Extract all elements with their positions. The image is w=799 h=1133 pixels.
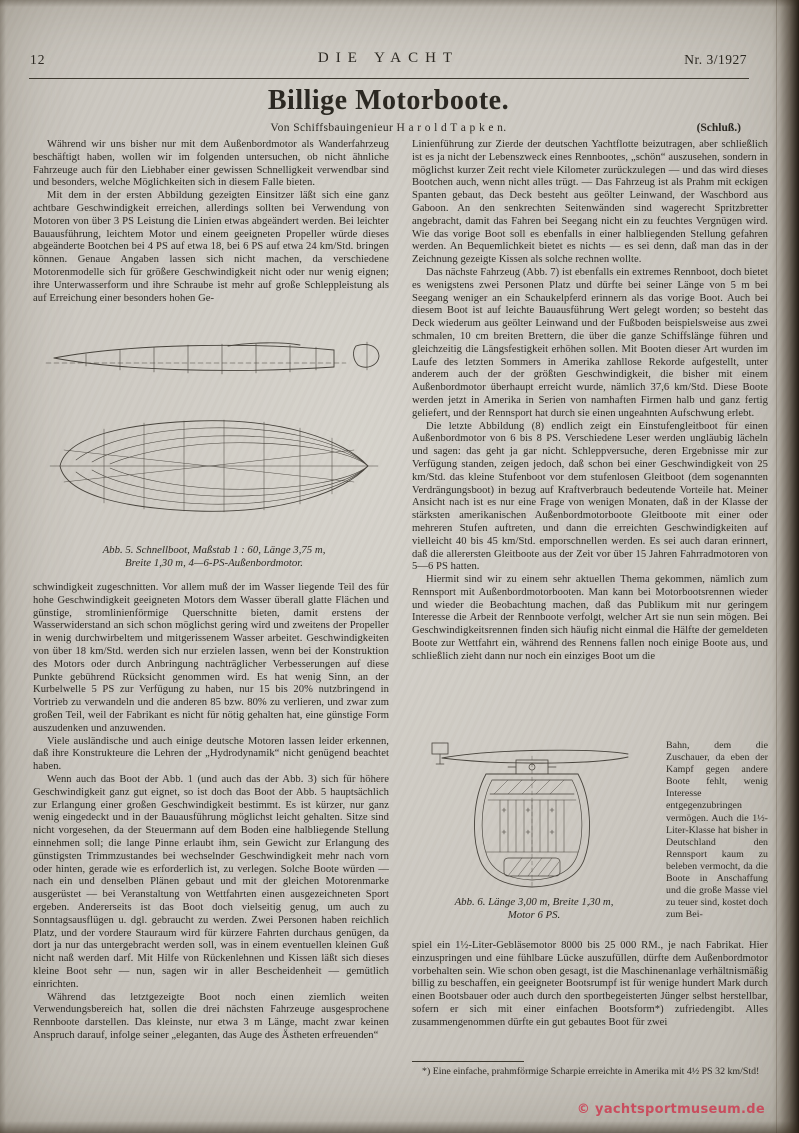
footnote-rule bbox=[412, 1061, 524, 1062]
page-edge-shadow-top bbox=[0, 0, 799, 7]
figure-abb6 bbox=[412, 740, 656, 938]
page-edge-shadow-left bbox=[0, 0, 6, 1133]
journal-title: DIE YACHT bbox=[317, 50, 460, 66]
body-paragraph: Mit dem in der ersten Abbildung gezeigten Einsitzer läßt sich eine ganz achtbare Geschwindigkeit erreichen, allerdings sollten bei Verwendung von Motoren von über 3 PS Leistung die Linien etwas abgeändert werden. Bei leichter Bauausführung, leichtem Motor und einem geeigneten Propeller würde dieses abgeänderte Bootchen bei 4 PS auf etwa 18, bei 6 PS auf etwa 24 km/Std. bringen können. Genaue Angaben lassen sich nicht machen, da verschiedene Motorenmodelle sich für größere Geschwindigkeit nicht oder nur wenig eignen; ihre Unterwasserform und ihre Schraube ist mehr auf große Schleppleistung als auf Erreichung einer besonders hohen Ge- bbox=[33, 190, 389, 304]
body-paragraph: Wenn auch das Boot der Abb. 1 (und auch das der Abb. 3) sich für höhere Geschwindigkeit ganz gut eignet, so ist doch das Boot der Abb. 5 hauptsächlich zur Erlangung einer großen Geschwindigkeit bestimmt. Es ist kürzer, nur ganz wenig eingedeckt und in der Bauausführung möglichst leicht gehalten. Sitze sind nicht vorgesehen, da der Steuermann auf dem Boden eine halbliegende Stellung einnehmen soll; die lange Pinne erlaubt ihm, sein Gewicht zur Erlangung des günstigsten Trimmzustandes bei wechselnder Geschwindigkeit mehr nach vorn oder hinten, gerade wie es erforderlich ist, zu verlegen. Solche Boote würden — nach ein und denselben Plänen gebaut und mit der gleichen Motorenmarke ausgerüstet — bei Veranstaltung von Wettfahrten einen ausgezeichneten Sport ergeben. Andererseits ist das Boot doch vielseitig genug, um auch zu Sonntagsausflügen u. dgl. gebraucht zu werden. Zwei Personen haben reichlich Platz, und der vordere Stauraum wird für kürzere Fahrten durchaus genügen, da dort ja nur das untergebracht werden soll, was in einem eventuellen kleinen Guß nicht naß werden darf. Mit Hilfe von Rückenlehnen und Kissen läßt sich dieses kleine Boot sehr — nun, sagen wir in aller Bescheidenheit — gemütlich einrichten. bbox=[33, 773, 389, 990]
page-header bbox=[30, 50, 747, 70]
figure-caption-line: Motor 6 PS. bbox=[507, 909, 561, 921]
punt-boat-plan-drawing bbox=[412, 740, 648, 892]
right-column-top bbox=[412, 139, 768, 737]
body-paragraph: Viele ausländische und auch einige deutsche Motoren lassen leider erkennen, daß ihre Konstrukteure die Lehren der „Hydrodynamik“ nicht genügend beachtet haben. bbox=[33, 735, 389, 773]
figure-side-text-column bbox=[666, 740, 768, 938]
right-column-bottom bbox=[412, 940, 768, 1056]
figure-caption-line: Breite 1,30 m, 4—6-PS-Außenbordmotor. bbox=[125, 557, 303, 569]
page-edge-shadow-bottom bbox=[0, 1121, 799, 1133]
page-edge-shadow-right bbox=[772, 0, 799, 1133]
left-column-bottom bbox=[33, 582, 389, 1098]
figure-caption-line: Abb. 6. Länge 3,00 m, Breite 1,30 m, bbox=[454, 896, 614, 908]
article-part-note: (Schluß.) bbox=[696, 122, 741, 134]
article-title: Billige Motorboote. bbox=[267, 85, 510, 116]
figure-abb6-caption bbox=[412, 896, 656, 922]
body-paragraph: Die letzte Abbildung (8) endlich zeigt ein Einstufengleitboot für einen Außenbordmotor von 6 bis 8 PS. Verschiedene Leser werden ungläubig lächeln und sagen: das geht ja gar nicht. Schleppversuche, deren Ergebnisse mir zur Verfügung standen, zeigen jedoch, daß schon bei einer Geschwindigkeit von 25 km/Std. das kleine Stufenboot vor dem stufenlosen Gleitboot (dem sogenannten Verdrängungsboot) in bezug auf Kraftverbrauch bedeutende Vorteile hat. Meiner Ansicht nach ist es nur eine Frage von wenigen Monaten, daß in der Klasse der stärksten amerikanischen Außenbordmotorboote Gleitboote mit einer oder mehreren Stufen auftreten, und dann die erreichten Geschwindigkeiten auf vielleicht 40 bis 45 km/Std. emporschnellen werden. Es sei auch daran erinnert, daß die allerersten Gleitboote aus der Zeit vor über 15 Jahren Fahrradmotoren von 5—6 PS hatten. bbox=[412, 420, 768, 573]
header-rule bbox=[29, 78, 749, 79]
article-byline: Von Schiffsbauingenieur H a r o l d T a p k e n. bbox=[270, 122, 507, 134]
figure-abb5-caption bbox=[38, 544, 390, 570]
page-number: 12 bbox=[30, 52, 46, 67]
body-paragraph: Bahn, dem die Zuschauer, da eben der Kampf gegen andere Boote fehlt, wenig Interesse entgegenzubringen vermögen. Auch die 1½-Liter-Klasse hat bisher in Deutschland den Rennsport kaum zu beleben vermocht, da die Boote in Anschaffung und die große Masse viel zu teuer sind, kostet doch zum Bei- bbox=[666, 740, 768, 921]
left-column-top bbox=[33, 139, 389, 331]
body-paragraph: spiel ein 1½-Liter-Gebläsemotor 8000 bis 25 000 RM., je nach Fabrikat. Hier einzuspringen und eine fühlbare Lücke auszufüllen, dürfte dem Außenbordmotor vorbehalten sein. Wie schon oben gesagt, ist die Maschinenanlage verhältnismäßig billig zu beschaffen, ein geeigneter Bootsrumpf ist für wenige hundert Mark durch einen Bootsbauer oder auch durch den sportbegeisterten Jünger selbst herstellbar, sofern er sich mit einer einfachen Bootsform*) zufriedengibt. Alles zusammengenommen dürfte ein gut gebautes Boot für zwei bbox=[412, 940, 768, 1028]
body-paragraph: Linienführung zur Zierde der deutschen Yachtflotte beizutragen, aber schließlich ist es ja nicht der Lebenszweck eines Rennbootes, „schön“ auszusehen, sondern in möglichst kurzer Zeit recht viele Kilometer zurückzulegen — und das wird dieses Bootchen auch, wenn nicht alles trügt. — Das Fahrzeug ist als Prahm mit eckigen Spanten gebaut, das Deck besteht aus geölter Leinwand, der Waschbord aus Gaboon. An den senkrechten Seitenwänden sind wagerecht Spritzbretter angebracht, damit das Fahren bei Seegang nicht ein zu feuchtes Vergnügen wird. Wie das vorige Boot soll es ebenfalls in einer halbliegenden Stellung gefahren werden. An Bequemlichkeit bietet es nichts — es sei denn, daß man das in der Zeichnung gezeigte Kissen als solche rechnen wollte. bbox=[412, 139, 768, 266]
body-paragraph: Das nächste Fahrzeug (Abb. 7) ist ebenfalls ein extremes Rennboot, doch bietet es wenigstens zwei Personen Platz und dürfte bei seiner Länge von 5 m bei Seegang weniger an ein Schaukelpferd erinnern als das vorige Boot. Auch bei diesem Boot ist auf leichte Bauausführung Wert gelegt worden; so besteht das Deck wiederum aus geölter Leinwand und der Fußboden beispielsweise aus zwei schmalen, 10 cm breiten Brettern, die über die ganze Schiffslänge führen und gleichzeitig die Längsfestigkeit erhöhen sollen. Mit Booten dieser Art wurden im Laufe des letzten Sommers in Amerika zahllose Rekorde aufgestellt, unter anderem auch der der größten Geschwindigkeit, die bisher mit einem Außenbordmotor überhaupt erreicht wurde, nämlich 37,6 km/Std. Diese Boote werden jetzt in Amerika in Serien von namhaften Firmen halb und ganz fertig geliefert, und der Rennsport hat durch sie einen ungeahnten Aufschwung erlebt. bbox=[412, 266, 768, 419]
byline-row bbox=[30, 122, 747, 136]
right-column-figure-row bbox=[412, 740, 768, 938]
speedboat-lines-drawing bbox=[38, 330, 388, 540]
body-paragraph: Während das letztgezeigte Boot noch einen ziemlich weiten Verwendungsbereich hat, sollen die drei nächsten Fahrzeuge ausgesprochene Rennboote darstellen. Das kleinste, nur etwa 3 m Länge, macht zwar keinen Anspruch darauf, infolge seiner „eleganten, das Auge des Ästheten erfreuenden“ bbox=[33, 991, 389, 1041]
body-paragraph: schwindigkeit zugeschnitten. Vor allem muß der im Wasser liegende Teil des für hohe Geschwindigkeit geeigneten Motors dem Wasser überall glatte Flächen und günstige, stromlinienförmige Querschnitte bieten, damit erstens der Wasserwiderstand an sich schon möglichst gering wird und zweitens der Propeller in wenig durchwirbeltem und mitgerissenem Wasser arbeitet. Geschwindigkeiten von über 18 km/Std. werden sich nur erzielen lassen, wenn bei der Konstruktion des Motors oder durch Anbringung nachträglicher Verbesserungen auf diese Punkte gebührend Rücksicht genommen wird. Es hat wenig Sinn, an der Kurbelwelle 5 PS zur Verfügung zu haben, nur 15 bis 20% nutzbringend in Vortrieb zu verwandeln und die anderen 85 bzw. 80% zu verlieren, und zwar zum großen Teil, weil der Fabrikant es nicht für nötig gehalten hat, eine günstige Form auszudenken und anzuwenden. bbox=[33, 582, 389, 734]
watermark: © yachtsportmuseum.de bbox=[576, 1102, 765, 1117]
issue-number: Nr. 3/1927 bbox=[684, 52, 747, 67]
body-paragraph: Hiermit sind wir zu einem sehr aktuellen Thema gekommen, nämlich zum Rennsport mit Außenbordmotorbooten. Man kann bei Motorbootsrennen wieder und wieder die Beobachtung machen, daß das Publikum mit nur geringem Interesse die Arbeit der Rennboote verfolgt, welcher Art sie nun sein mögen. Bei Geschwindigkeitsrennen finden sich häufig nicht einmal die Hälfte der gemeldeten Boote zur Wettfahrt ein, während des Rennens fallen noch einige Boote aus, und schließlich zieht dann nur noch ein einziges Boot um die bbox=[412, 574, 768, 662]
footnote: *) Eine einfache, prahmförmige Scharpie erreichte in Amerika mit 4½ PS 32 km/Std! bbox=[422, 1066, 760, 1077]
body-paragraph: Während wir uns bisher nur mit dem Außenbordmotor als Wanderfahrzeug beschäftigt haben, wollen wir im folgenden untersuchen, ob nicht ähnliche Fahrzeuge auch für den Liebhaber einer gewissen Schnelligkeit verwendbar sind und besonders, welche Möglichkeiten sich in diesem Falle bieten. bbox=[33, 139, 389, 189]
figure-caption-line: Abb. 5. Schnellboot, Maßstab 1 : 60, Länge 3,75 m, bbox=[102, 544, 326, 556]
figure-abb5 bbox=[38, 330, 390, 570]
